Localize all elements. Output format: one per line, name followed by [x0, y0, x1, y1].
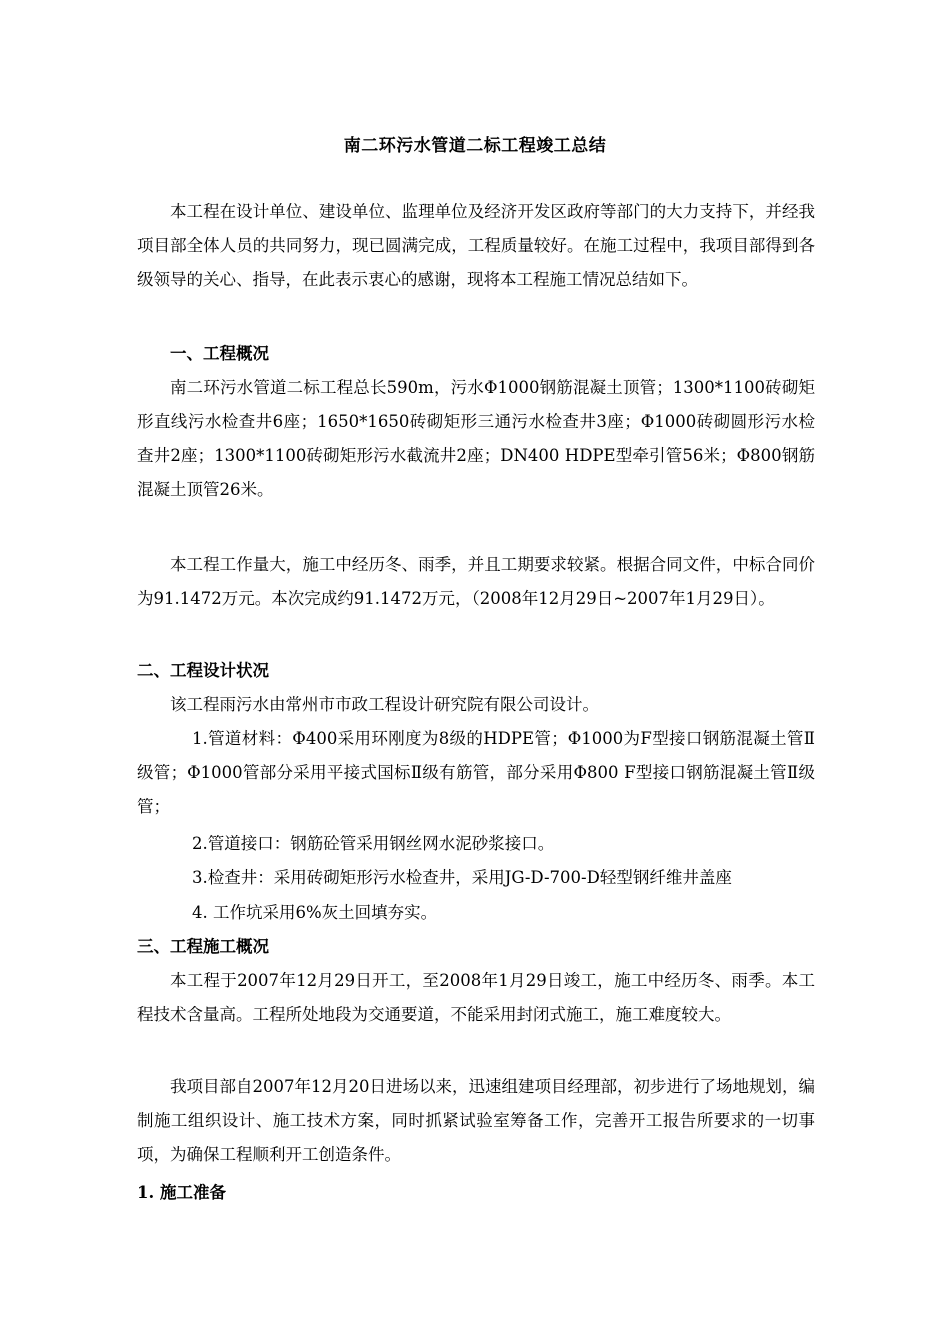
intro-paragraph: 本工程在设计单位、建设单位、监理单位及经济开发区政府等部门的大力支持下，并经我项目部全体人员的共同努力，现已圆满完成，工程质量较好。在施工过程中，我项目部得到各级领导的关心、指导，在此表示衷心的感谢，现将本工程施工情况总结如下。	[137, 202, 815, 289]
section2-heading: 二、工程设计状况	[137, 661, 269, 680]
section3-heading: 三、工程施工概况	[137, 937, 269, 956]
section3-schedule-paragraph: 本工程于2007年12月29日开工，至2008年1月29日竣工，施工中经历冬、雨季。本工程技术含量高。工程所处地段为交通要道，不能采用封闭式施工，施工难度较大。	[137, 971, 815, 1024]
section2-item-joints: 2.管道接口：钢筋砼管采用钢丝网水泥砂浆接口。	[192, 834, 555, 853]
section2-item-manholes: 3.检查井：采用砖砌矩形污水检查井，采用JG-D-700-D轻型钢纤维井盖座	[192, 868, 732, 887]
section2-designer-paragraph: 该工程雨污水由常州市市政工程设计研究院有限公司设计。	[170, 695, 599, 714]
section1-heading: 一、工程概况	[170, 344, 269, 363]
section2-item-backfill: 4. 工作坑采用6%灰土回填夯实。	[192, 903, 438, 922]
document-title: 南二环污水管道二标工程竣工总结	[343, 136, 607, 156]
section3-preparation-paragraph: 我项目部自2007年12月20日进场以来，迅速组建项目经理部，初步进行了场地规划，编制施工组织设计、施工技术方案，同时抓紧试验室筹备工作，完善开工报告所要求的一切事项，为确保工程顺利开工创造条件。	[137, 1077, 815, 1164]
section1-overview-paragraph: 南二环污水管道二标工程总长590m，污水Φ1000钢筋混凝土顶管；1300*1100砖砌矩形直线污水检查井6座；1650*1650砖砌矩形三通污水检查井3座；Φ1000砖砌圆形污水检查井2座；1300*1100砖砌矩形污水截流井2座；DN400 HDPE型牵引管56米；Φ800钢筋混凝土顶管26米。	[137, 378, 815, 499]
section2-item-materials: 1.管道材料：Φ400采用环刚度为8级的HDPE管；Φ1000为F型接口钢筋混凝土管Ⅱ级管；Φ1000管部分采用平接式国标Ⅱ级有筋管，部分采用Φ800 F型接口钢筋混凝土管Ⅱ级管；	[137, 729, 815, 816]
section1-workload-paragraph: 本工程工作量大，施工中经历冬、雨季，并且工期要求较紧。根据合同文件，中标合同价为91.1472万元。本次完成约91.1472万元，（2008年12月29日~2007年1月29日）。	[137, 555, 815, 608]
section3-subheading-preparation: 1. 施工准备	[137, 1183, 226, 1202]
